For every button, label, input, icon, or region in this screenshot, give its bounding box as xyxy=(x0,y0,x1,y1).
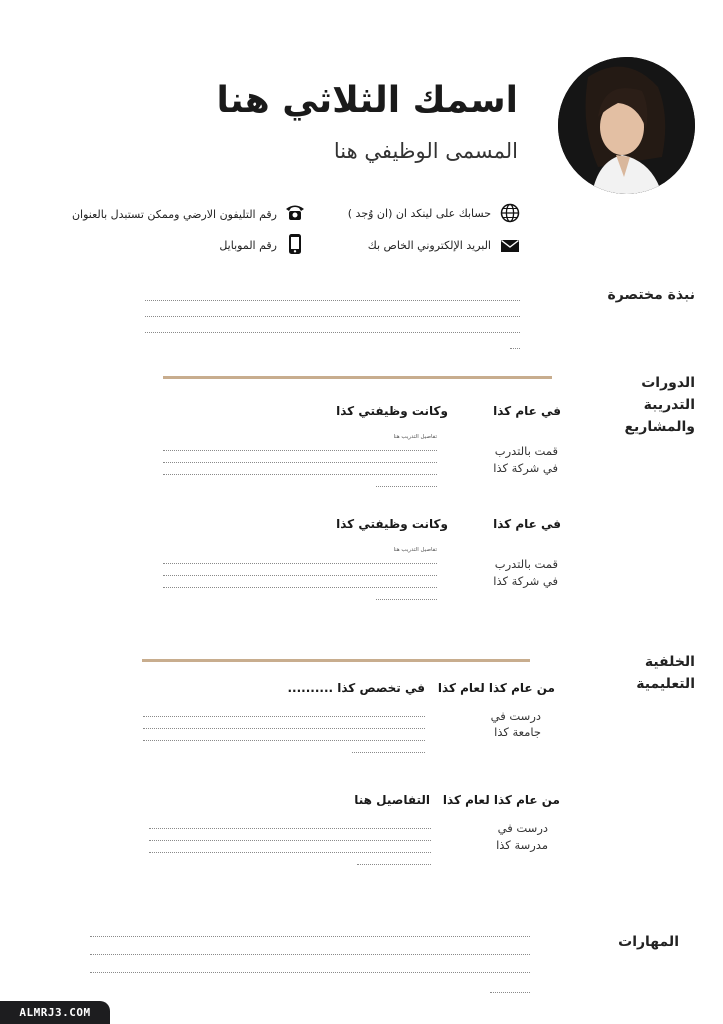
course-desc-line1: قمت بالتدرب xyxy=(494,444,558,458)
summary-title: نبذة مختصرة xyxy=(607,287,695,303)
dotted-line xyxy=(149,828,431,829)
landline-text: رقم التليفون الارضي وممكن تستبدل بالعنوان xyxy=(71,208,277,221)
education-period: من عام كذا لعام كذا xyxy=(437,681,555,695)
watermark-logo: ALMRJ3.COM xyxy=(0,1001,110,1024)
course-desc-line1: قمت بالتدرب xyxy=(494,557,558,571)
globe-icon xyxy=(500,203,520,223)
course-details-label: تفاصيل التدريب هنا xyxy=(393,547,437,553)
dotted-line xyxy=(145,332,520,333)
dotted-line xyxy=(163,462,437,463)
dotted-line xyxy=(90,954,530,955)
envelope-icon xyxy=(500,236,520,256)
full-name: اسمك الثلاثي هنا xyxy=(216,80,518,121)
email-text: البريد الإلكتروني الخاص بك xyxy=(367,239,491,252)
education-heading: التفاصيل هنا xyxy=(354,793,430,807)
dotted-line xyxy=(145,316,520,317)
dotted-line xyxy=(163,587,437,588)
dotted-line xyxy=(145,300,520,301)
phone-icon xyxy=(284,202,306,222)
mobile-icon xyxy=(288,233,302,255)
education-title: الخلفية التعليمية xyxy=(636,654,695,692)
mobile-text: رقم الموبايل xyxy=(219,239,277,252)
course-desc-line2: في شركة كذا xyxy=(493,574,558,588)
education-desc-line1: درست في xyxy=(490,709,541,723)
education-heading: في تخصص كذا .......... xyxy=(287,681,425,695)
job-title: المسمى الوظيفي هنا xyxy=(333,139,518,163)
dotted-line xyxy=(376,486,437,487)
dotted-line xyxy=(163,474,437,475)
course-role: وكانت وظيفتي كذا xyxy=(336,517,448,531)
course-role: وكانت وظيفتي كذا xyxy=(336,404,448,418)
education-desc-line2: مدرسة كذا xyxy=(496,838,548,852)
dotted-line xyxy=(163,563,437,564)
dotted-line xyxy=(143,728,425,729)
dotted-line xyxy=(163,450,437,451)
courses-rule xyxy=(163,376,552,379)
dotted-line xyxy=(143,740,425,741)
dotted-line xyxy=(90,936,530,937)
skills-title: المهارات xyxy=(618,934,679,950)
dotted-line xyxy=(357,864,431,865)
dotted-line xyxy=(149,840,431,841)
course-year: في عام كذا xyxy=(493,517,561,531)
course-year: في عام كذا xyxy=(493,404,561,418)
course-details-label: تفاصيل التدريب هنا xyxy=(393,434,437,440)
education-period: من عام كذا لعام كذا xyxy=(442,793,560,807)
education-rule xyxy=(142,659,530,662)
portrait-image xyxy=(558,57,695,194)
profile-photo xyxy=(558,57,695,194)
education-desc-line2: جامعة كذا xyxy=(494,725,541,739)
dotted-line xyxy=(90,972,530,973)
dotted-line xyxy=(163,575,437,576)
linkedin-text: حسابك على لينكد ان (ان وُجد ) xyxy=(347,207,491,220)
dotted-line xyxy=(352,752,425,753)
dotted-line xyxy=(149,852,431,853)
courses-title: الدورات التدريبة والمشاريع xyxy=(624,375,695,435)
dotted-line xyxy=(143,716,425,717)
dotted-line xyxy=(510,348,520,349)
education-desc-line1: درست في xyxy=(497,821,548,835)
course-desc-line2: في شركة كذا xyxy=(493,461,558,475)
dotted-line xyxy=(490,992,530,993)
dotted-line xyxy=(376,599,437,600)
